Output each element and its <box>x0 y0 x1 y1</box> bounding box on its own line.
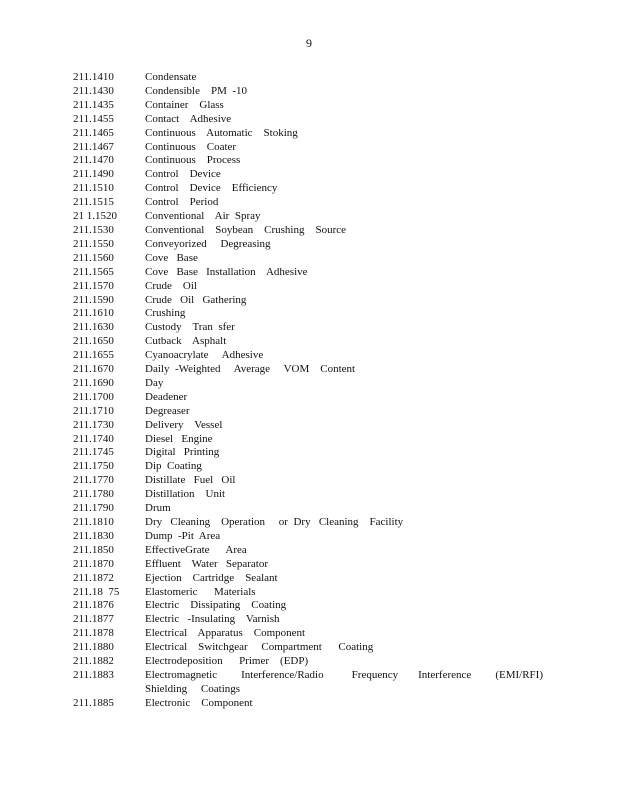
list-item <box>73 280 543 294</box>
defined-term: Effluent Water Separator <box>145 557 269 570</box>
defined-term: Electrical Switchgear Compartment Coating <box>145 641 374 654</box>
list-item <box>73 224 543 238</box>
defined-term: Custody Tran sfer <box>145 321 235 334</box>
defined-term: EffectiveGrate Area <box>145 543 247 556</box>
list-item <box>73 154 543 168</box>
section-number: 211.1790 <box>73 502 114 515</box>
section-number: 211.1870 <box>73 557 114 570</box>
list-item <box>73 266 543 280</box>
list-item <box>73 238 543 252</box>
list-item <box>73 655 543 669</box>
list-item <box>73 419 543 433</box>
list-item <box>73 697 543 711</box>
list-item <box>73 71 543 85</box>
section-number: 211.1780 <box>73 488 114 501</box>
section-number: 211.1690 <box>73 376 114 389</box>
section-number: 211.1590 <box>73 293 114 306</box>
section-number: 211.1880 <box>73 641 114 654</box>
defined-term: Dip Coating <box>145 460 202 473</box>
section-number: 211.1430 <box>73 84 114 97</box>
defined-term: Delivery Vessel <box>145 418 223 431</box>
section-number: 211.1750 <box>73 460 114 473</box>
defined-term: Electrical Apparatus Component <box>145 627 306 640</box>
list-item <box>73 488 543 502</box>
section-number: 211.1455 <box>73 112 114 125</box>
defined-term: Distillate Fuel Oil <box>145 474 236 487</box>
section-number: 211.1730 <box>73 418 114 431</box>
section-number: 211.18 75 <box>73 585 120 598</box>
section-number: 211.1882 <box>73 655 114 668</box>
list-item <box>73 516 543 530</box>
section-number: 211.1565 <box>73 265 114 278</box>
section-number: 211.1872 <box>73 571 114 584</box>
section-number: 211.1410 <box>73 71 114 83</box>
list-item <box>73 668 557 697</box>
defined-term: Cyanoacrylate Adhesive <box>145 349 264 362</box>
list-item <box>73 99 543 113</box>
defined-term: Elastomeric Materials <box>145 585 256 598</box>
defined-term: Control Device Efficiency <box>145 182 278 195</box>
list-item <box>73 391 543 405</box>
list-item <box>73 405 543 419</box>
section-number: 211.1850 <box>73 543 114 556</box>
list-item <box>73 85 543 99</box>
defined-term: Conventional Air Spray <box>145 210 261 223</box>
section-number: 211.1830 <box>73 529 114 542</box>
list-item <box>73 349 543 363</box>
section-number: 211.1877 <box>73 613 114 626</box>
defined-term: Conventional Soybean Crushing Source <box>145 223 347 236</box>
section-number: 211.1700 <box>73 390 114 403</box>
defined-term: Distillation Unit <box>145 488 226 501</box>
defined-term: Control Device <box>145 168 221 181</box>
defined-term: Continuous Process <box>145 154 241 167</box>
defined-term: Electric Dissipating Coating <box>145 599 287 612</box>
defined-term: Condensible PM -10 <box>145 84 248 97</box>
section-number: 211.1876 <box>73 599 114 612</box>
list-item <box>73 196 543 210</box>
defined-term: Conveyorized Degreasing <box>145 237 271 250</box>
list-item <box>73 613 543 627</box>
defined-term: Container Glass <box>145 98 224 111</box>
section-number: 211.1710 <box>73 404 114 417</box>
section-number: 211.1810 <box>73 516 114 528</box>
section-number: 211.1490 <box>73 168 114 181</box>
list-item <box>73 168 543 182</box>
defined-term: Electrodeposition Primer (EDP) <box>145 655 309 668</box>
defined-term: Cutback Asphalt <box>145 335 227 348</box>
section-number: 211.1470 <box>73 154 114 167</box>
section-number: 211.1515 <box>73 196 114 209</box>
defined-term: Dump -Pit Area <box>145 529 221 542</box>
section-number: 211.1465 <box>73 126 114 139</box>
list-item <box>73 335 543 349</box>
section-number: 211.1655 <box>73 349 114 362</box>
section-number: 211.1740 <box>73 432 114 445</box>
section-number: 21 1.1520 <box>73 210 117 223</box>
section-number: 211.1745 <box>73 446 114 459</box>
defined-term: Continuous Automatic Stoking <box>145 126 298 139</box>
list-item <box>73 113 543 127</box>
section-number: 211.1510 <box>73 182 114 195</box>
section-number: 211.1610 <box>73 307 114 320</box>
list-item <box>73 530 543 544</box>
defined-term: Crude Oil Gathering <box>145 293 247 306</box>
defined-term: Diesel Engine <box>145 432 213 445</box>
list-item <box>73 141 543 155</box>
defined-term: Condensate <box>145 71 197 83</box>
list-item <box>73 377 543 391</box>
defined-term: Crushing <box>145 307 186 320</box>
defined-term: Drum <box>145 502 171 515</box>
section-number: 211.1670 <box>73 363 114 376</box>
defined-term: Degreaser <box>145 404 190 417</box>
defined-term: Crude Oil <box>145 279 197 292</box>
list-item <box>73 544 543 558</box>
list-item <box>73 502 543 516</box>
defined-term: Cove Base Installation Adhesive <box>145 265 308 278</box>
definitions-list <box>73 71 557 711</box>
defined-term: Deadener <box>145 390 188 403</box>
list-item <box>73 294 543 308</box>
list-item <box>73 572 543 586</box>
section-number: 211.1883 <box>73 668 114 681</box>
defined-term: Electric -Insulating Varnish <box>145 613 280 626</box>
list-item <box>73 433 543 447</box>
page-number: 9 <box>306 36 312 50</box>
section-number: 211.1770 <box>73 474 114 487</box>
defined-term: Control Period <box>145 196 219 209</box>
list-item <box>73 474 543 488</box>
defined-term: Cove Base <box>145 251 198 264</box>
list-item <box>73 363 543 377</box>
list-item <box>73 252 543 266</box>
section-number: 211.1530 <box>73 223 114 236</box>
defined-term: Electronic Component <box>145 696 253 709</box>
defined-term: Dry Cleaning Operation or Dry Cleaning Facility <box>145 516 404 528</box>
section-number: 211.1885 <box>73 696 114 709</box>
list-item <box>73 210 543 224</box>
list-item <box>73 599 543 613</box>
list-item <box>73 321 543 335</box>
section-number: 211.1467 <box>73 140 114 153</box>
defined-term: Contact Adhesive <box>145 112 232 125</box>
list-item <box>73 307 543 321</box>
section-number: 211.1550 <box>73 237 114 250</box>
section-number: 211.1435 <box>73 98 114 111</box>
list-item <box>73 586 543 600</box>
defined-term: Day <box>145 376 164 389</box>
list-item <box>73 627 543 641</box>
list-item <box>73 641 543 655</box>
list-item <box>73 558 543 572</box>
defined-term: Electromagnetic Interference/Radio Frequency Interference (EMI/RFI) Shielding Coatings <box>145 668 557 695</box>
section-number: 211.1560 <box>73 251 114 264</box>
section-number: 211.1570 <box>73 279 114 292</box>
section-number: 211.1878 <box>73 627 114 640</box>
defined-term: Ejection Cartridge Sealant <box>145 571 278 584</box>
list-item <box>73 460 543 474</box>
section-number: 211.1630 <box>73 321 114 334</box>
list-item <box>73 182 543 196</box>
defined-term: Continuous Coater <box>145 140 237 153</box>
defined-term: Digital Printing <box>145 446 220 459</box>
list-item <box>73 446 543 460</box>
defined-term: Daily -Weighted Average VOM Content <box>145 363 356 376</box>
section-number: 211.1650 <box>73 335 114 348</box>
list-item <box>73 127 543 141</box>
